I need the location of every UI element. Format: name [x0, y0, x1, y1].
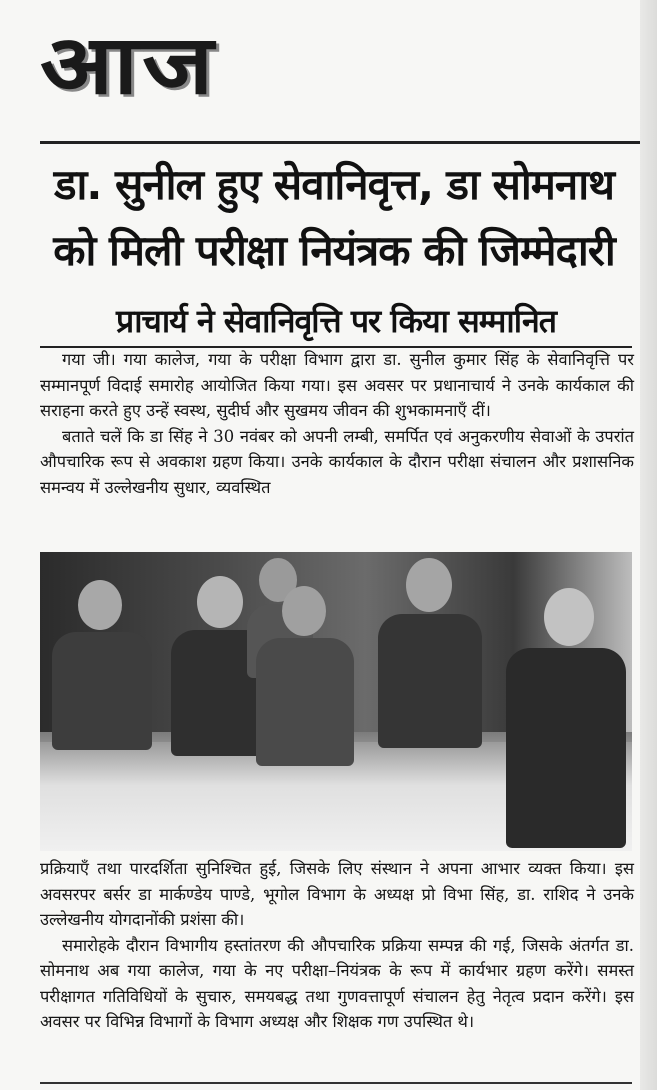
bottom-divider — [40, 1082, 632, 1084]
newspaper-logo: आज — [40, 17, 218, 113]
photo-person-4 — [250, 586, 360, 766]
article-body-top — [40, 347, 634, 500]
paragraph-3: समारोहके दौरान विभागीय हस्तांतरण की औपचारिक प्रक्रिया सम्पन्न की गई, जिसके अंतर्गत डा. सोमनाथ अब गया कालेज, गया के नए परीक्षा–नियंत्रक के रूप में कार्यभार ग्रहण करेंगे। समस्त परीक्षागत गतिविधियों के सुचारु, समयबद्ध तथा गुणवत्तापूर्ण संचालन हेतु नेतृत्व प्रदान करेंगे। इस अवसर पर विभिन्न विभागों के विभाग अध्यक्ष और शिक्षक गण उपस्थित थे। — [40, 935, 634, 1031]
article-photo — [40, 552, 632, 851]
photo-person-1 — [48, 580, 158, 750]
photo-person-6 — [500, 588, 630, 848]
article-headline — [34, 152, 634, 284]
masthead-divider — [40, 141, 657, 144]
headline-line-1: डा. सुनील हुए सेवानिवृत्त, डा सोमनाथ — [54, 160, 614, 209]
article-subheadline: प्राचार्य ने सेवानिवृत्ति पर किया सम्मानित — [116, 302, 556, 340]
paragraph-2: बताते चलें कि डा सिंह ने 30 नवंबर को अपनी लम्बी, समर्पित एवं अनुकरणीय सेवाओं के उपरांत औपचारिक रूप से अवकाश ग्रहण किया। उनके कार्यकाल के दौरान परीक्षा संचालन और प्रशासनिक समन्वय में उल्लेखनीय सुधार, व्यवस्थित — [40, 426, 634, 497]
paragraph-2-continued: प्रक्रियाएँ तथा पारदर्शिता सुनिश्चित हुई, जिसके लिए संस्थान ने अपना आभार व्यक्त किया। इस अवसरपर बर्सर डा मार्कण्डेय पाण्डे, भूगोल विभाग के अध्यक्ष प्रो विभा सिंह, डा. राशिद ने उनके उल्लेखनीय योगदानोंकी प्रशंसा की। — [40, 859, 634, 929]
photo-person-5 — [370, 558, 490, 748]
paragraph-1: गया जी। गया कालेज, गया के परीक्षा विभाग द्वारा डा. सुनील कुमार सिंह के सेवानिवृत्ति पर सम्मानपूर्ण विदाई समारोह आयोजित किया गया। इस अवसर पर प्रधानाचार्य ने उनके कार्यकाल की सराहना करते हुए उन्हें स्वस्थ, सुदीर्घ और सुखमय जीवन की शुभकामनाएँ दीं। — [40, 350, 634, 420]
adjacent-column-edge — [640, 0, 657, 1090]
article-body-bottom — [40, 856, 634, 1035]
headline-line-2: को मिली परीक्षा नियंत्रक की जिम्मेदारी — [53, 226, 615, 275]
